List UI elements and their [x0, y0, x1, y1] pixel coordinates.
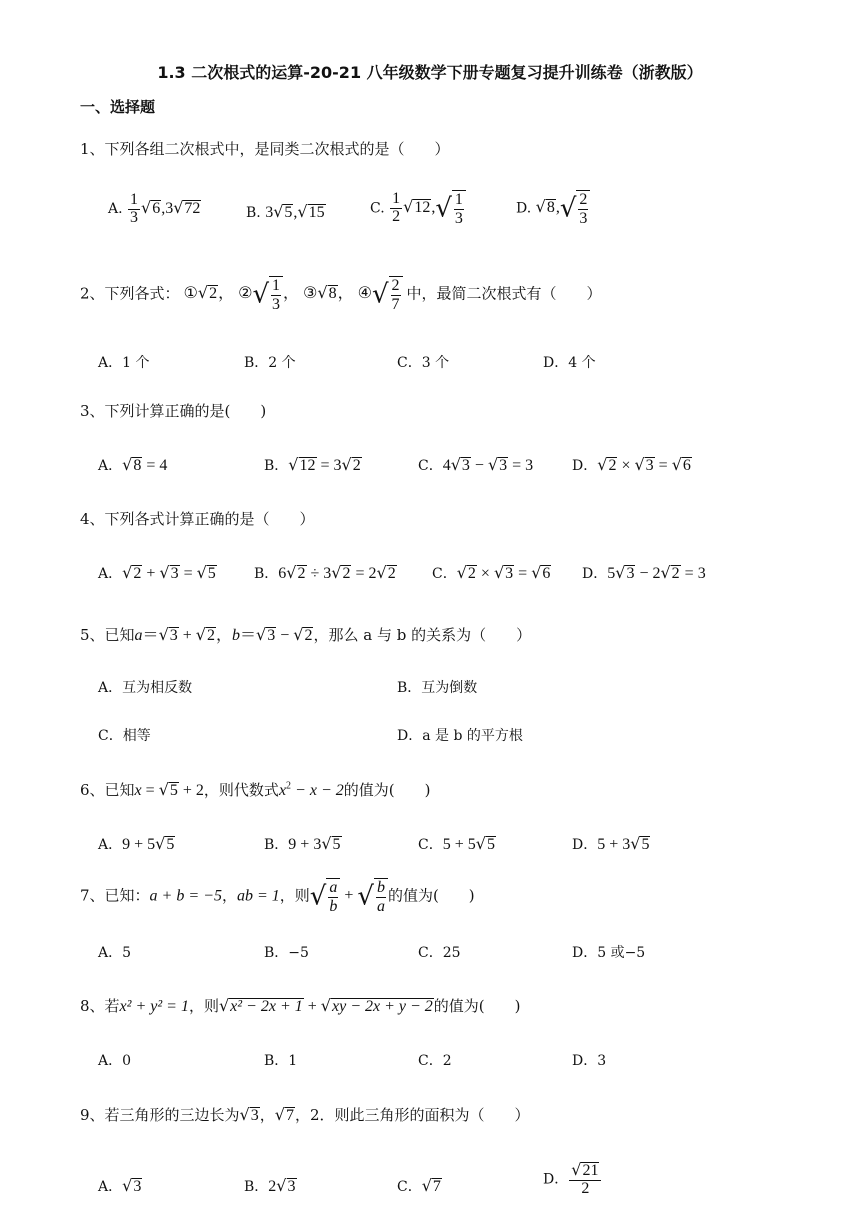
q2-option-d[interactable]: D．4 个	[543, 355, 596, 371]
q3-option-c[interactable]: C．4√3 − √3 = 3	[418, 455, 534, 474]
q8-option-b[interactable]: B．1	[264, 1053, 298, 1069]
q5-option-c[interactable]: C．相等	[98, 728, 151, 744]
q1-option-a[interactable]: A. $\frac{1}{3}$ √6,3√72	[108, 191, 201, 226]
q6-option-a[interactable]: A．9 + 5√5	[98, 834, 175, 853]
question-1-stem: 1、下列各组二次根式中，是同类二次根式的是（ ）	[80, 140, 450, 158]
q6-option-c[interactable]: C．5 + 5√5	[418, 834, 495, 853]
q4-option-b[interactable]: B．6√2 ÷ 3√2 = 2√2	[254, 563, 396, 582]
q4-option-c[interactable]: C．√2 × √3 = √6	[432, 563, 551, 582]
q3-option-d[interactable]: D．√2 × √3 = √6	[572, 455, 691, 474]
q5-option-a[interactable]: A．互为相反数	[98, 680, 193, 696]
q6-option-b[interactable]: B．9 + 3√5	[264, 834, 341, 853]
q2-option-b[interactable]: B．2 个	[244, 355, 296, 371]
q2-option-c[interactable]: C．3 个	[397, 355, 450, 371]
q5-option-d[interactable]: D．a 是 b 的平方根	[397, 728, 523, 744]
question-2-stem: 2、下列各式： ①√2， ②√ $\frac{1}{3}$ ， ③√8， ④√ $\frac{2}{7}$ 中，最简二次根式有（ ）	[80, 277, 602, 313]
q4-option-d[interactable]: D．5√3 − 2√2 = 3	[582, 563, 706, 582]
q7-option-b[interactable]: B．−5	[264, 945, 309, 961]
q8-option-d[interactable]: D．3	[572, 1053, 607, 1069]
q3-option-a[interactable]: A．√8 = 4	[98, 455, 168, 474]
q7-option-c[interactable]: C．25	[418, 945, 461, 961]
q6-option-d[interactable]: D．5 + 3√5	[572, 834, 650, 853]
question-5-stem: 5、已知a＝√3 + √2，b＝√3 − √2，那么 a 与 b 的关系为（ ）	[80, 625, 532, 644]
q4-option-a[interactable]: A．√2 + √3 = √5	[98, 563, 216, 582]
question-8-stem: 8、若x² + y² = 1，则√x² − 2x + 1 + √xy − 2x + y − 2的值为( )	[80, 996, 521, 1015]
page-title: 1.3 二次根式的运算-20-21 八年级数学下册专题复习提升训练卷（浙教版）	[157, 63, 703, 82]
q7-option-d[interactable]: D．5 或−5	[572, 945, 646, 961]
question-9-stem: 9、若三角形的三边长为√3，√7，2．则此三角形的面积为（ ）	[80, 1105, 530, 1124]
q8-option-a[interactable]: A．0	[98, 1053, 132, 1069]
q3-option-b[interactable]: B．√12 = 3√2	[264, 455, 361, 474]
q1-option-d[interactable]: D. √8,√ $\frac{2}{3}$	[516, 190, 590, 227]
q2-option-a[interactable]: A．1 个	[98, 355, 150, 371]
question-7-stem: 7、已知：a + b = −5，ab = 1，则√ $\frac{a}{b}$ + √ $\frac{b}{a}$ 的值为( )	[80, 879, 475, 915]
q9-option-a[interactable]: A．√3	[98, 1176, 142, 1195]
q7-option-a[interactable]: A．5	[98, 945, 132, 961]
q9-option-b[interactable]: B．2√3	[244, 1176, 296, 1195]
question-4-stem: 4、下列各式计算正确的是（ ）	[80, 510, 315, 528]
q1-option-b[interactable]: B. 3√5,√15	[246, 202, 325, 221]
q8-option-c[interactable]: C．2	[418, 1053, 452, 1069]
question-3-stem: 3、下列计算正确的是( )	[80, 402, 267, 420]
q9-option-c[interactable]: C．√7	[397, 1176, 441, 1195]
section-heading: 一、选择题	[80, 98, 156, 116]
question-6-stem: 6、已知x = √5 + 2，则代数式$x^2 - x - 2$的值为( )	[80, 780, 431, 799]
q5-option-b[interactable]: B．互为倒数	[397, 680, 478, 696]
q1-option-c[interactable]: C. $\frac{1}{2}$ √12,√ $\frac{1}{3}$	[370, 190, 466, 227]
option-label: A.	[108, 200, 123, 217]
q9-option-d[interactable]: D． $\frac{√21}{2}$	[543, 1162, 602, 1198]
